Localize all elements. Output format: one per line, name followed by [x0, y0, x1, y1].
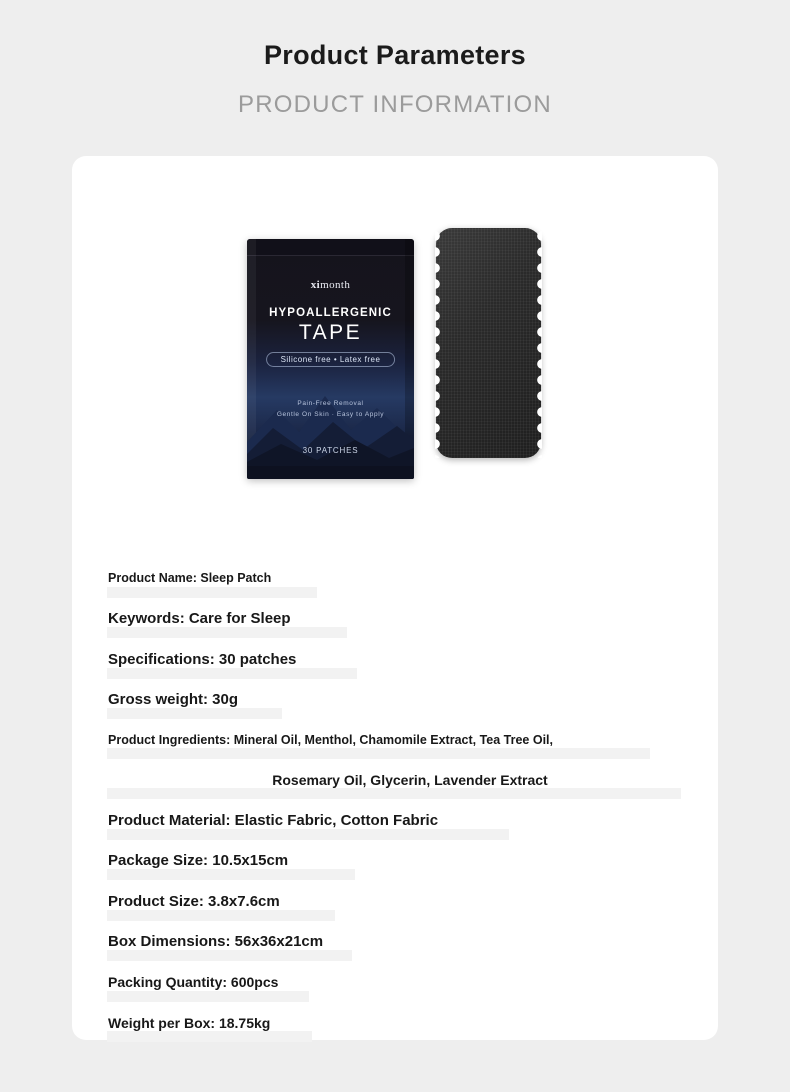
spec-row — [108, 881, 682, 922]
spec-highlight — [107, 627, 347, 638]
spec-row — [108, 680, 682, 721]
spec-highlight — [107, 910, 335, 921]
page-header — [0, 0, 790, 120]
spec-gross-weight: Gross weight: 30g — [108, 691, 239, 709]
spec-highlight — [107, 950, 352, 961]
spec-row — [108, 962, 682, 1003]
page-title: Product Parameters — [263, 40, 526, 70]
brand-suffix: month — [320, 279, 351, 291]
spec-row — [108, 720, 682, 760]
spec-highlight — [107, 829, 509, 840]
spec-keywords: Keywords: Care for Sleep — [108, 610, 291, 628]
spec-highlight — [107, 708, 282, 719]
spec-row — [108, 841, 682, 882]
patch-left-scallop-edge — [435, 228, 446, 458]
spec-row — [108, 760, 682, 800]
spec-product-size: Product Size: 3.8x7.6cm — [108, 892, 280, 910]
spec-weight-per-box: Weight per Box: 18.75kg — [108, 1014, 271, 1031]
pouch-headline: HYPOALLERGENIC — [269, 307, 392, 319]
pouch-bottom-seal — [247, 466, 414, 479]
spec-product-ingredients: Product Ingredients: Mineral Oil, Menthol, Chamomile Extract, Tea Tree Oil, — [108, 733, 553, 747]
product-info-card — [72, 156, 718, 1040]
spec-box-dimensions: Box Dimensions: 56x36x21cm — [108, 933, 324, 951]
spec-specifications: Specifications: 30 patches — [108, 650, 297, 668]
spec-highlight — [107, 1031, 312, 1042]
spec-highlight — [107, 991, 309, 1002]
spec-product-name: Product Name: Sleep Patch — [108, 571, 272, 586]
pouch-quantity-text: 30 PATCHES — [302, 446, 359, 455]
pouch-benefit-text — [247, 399, 414, 420]
specification-list — [72, 558, 718, 1043]
spec-highlight — [107, 587, 317, 598]
brand-prefix: xi — [310, 279, 321, 291]
page-subtitle: PRODUCT INFORMATION — [238, 91, 552, 119]
pouch-benefit-line-2: Gentle On Skin · Easy to Apply — [276, 410, 385, 418]
spec-row — [108, 1003, 682, 1044]
product-image-area — [72, 206, 718, 536]
pouch-claim-badge: Silicone free • Latex free — [266, 352, 396, 367]
patch-right-scallop-edge — [531, 228, 542, 458]
pouch-benefit-line-1: Pain-Free Removal — [297, 400, 364, 407]
spec-highlight — [107, 748, 650, 759]
spec-row — [108, 922, 682, 963]
pouch-product-type: TAPE — [298, 321, 363, 344]
spec-highlight — [107, 668, 357, 679]
spec-row — [108, 599, 682, 640]
spec-package-size: Package Size: 10.5x15cm — [108, 852, 289, 870]
spec-packing-quantity: Packing Quantity: 600pcs — [108, 974, 279, 991]
spec-product-ingredients-continued: Rosemary Oil, Glycerin, Lavender Extract — [272, 772, 548, 788]
product-pouch-image — [247, 239, 414, 479]
sleep-patch-image — [436, 228, 541, 458]
spec-row — [108, 639, 682, 680]
spec-highlight — [107, 788, 681, 799]
spec-row — [108, 800, 682, 841]
brand-logo — [247, 279, 414, 291]
spec-row — [108, 558, 682, 599]
pouch-top-seal — [247, 239, 414, 256]
spec-product-material: Product Material: Elastic Fabric, Cotton Fabric — [108, 811, 439, 829]
spec-highlight — [107, 869, 355, 880]
